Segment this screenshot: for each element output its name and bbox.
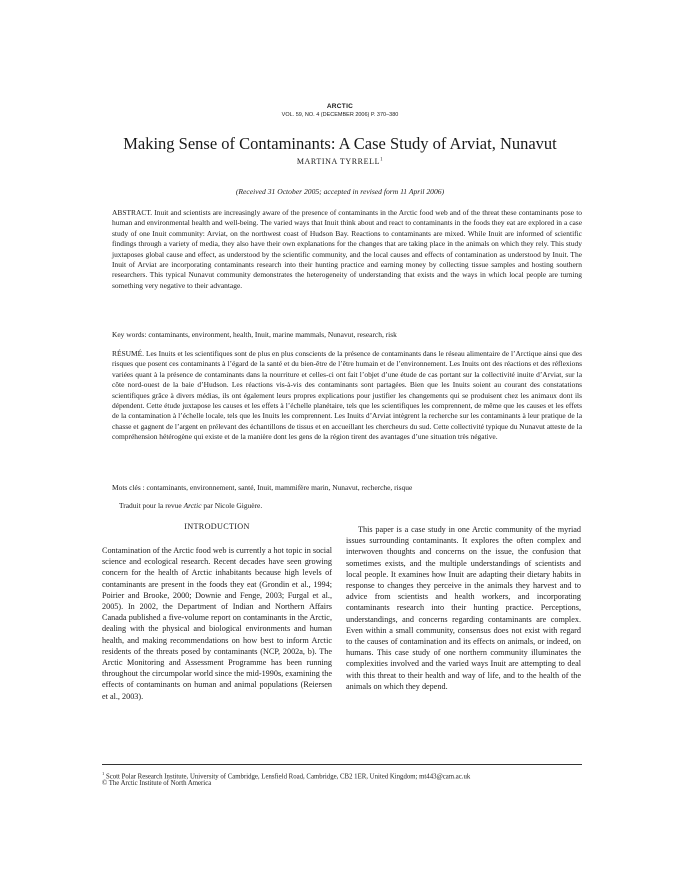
journal-volume: VOL. 59, NO. 4 (DECEMBER 2006) P. 370–380 — [281, 112, 399, 118]
introduction-right-column: This paper is a case study in one Arctic community of the myriad issues surrounding contaminants. It explores the often complex and interwoven thoughts and concerns on the issue, the confusion that sometimes exists, and the multiple understandings of scientists and local people. It examines how Inuit are adapting their dietary habits in response to changes they perceive in the animals they harvest and to advice from scientists and health workers, and incorporating contaminants research into their hunting practice. Perceptions, understandings, and concerns regarding contaminants are complex. Even within a small community, consensus does not exist with regard to the causes of contamination and its effects on animals, or indeed, on humans. This case study of one northern community illuminates the complexities involved and the varied ways Inuit are attempting to deal with this threat to their health and way of life, and to the health of the animals on which they depend. — [346, 525, 581, 691]
keywords-label: Key words: — [112, 330, 147, 339]
affiliation-marker: 1 — [102, 771, 105, 776]
introduction-left-column: Contamination of the Arctic food web is currently a hot topic in social science and ecological research. Recent decades have seen growing concern for the health of Arctic inhabitants because high levels of contaminants are present in the foods they eat (Grondin et al., 1994; Poirier and Brooke, 2000; Downie and Fenge, 2003; Furgal et al., 2005). In 2002, the Department of Indian and Northern Affairs Canada published a five-volume report on contaminants in the Arctic, dealing with the physical and biological environments and human health, and making recommendations on how best to inform Arctic residents of the threats posed by contaminants (NCP, 2002a, b). The Arctic Monitoring and Assessment Programme has been running throughout the circumpolar world since the mid-1990s, examining the effects of contaminants on human and animal populations (Reiersen et al., 2003). — [102, 546, 332, 701]
keywords-text: contaminants, environment, health, Inuit, marine mammals, Nunavut, research, risk — [148, 330, 397, 339]
affiliation-text: Scott Polar Research Institute, University of Cambridge, Lensfield Road, Cambridge, CB2 1ER, United Kingdom; mt443@cam.ac.uk — [105, 773, 471, 781]
resume-text: Les Inuits et les scientifiques sont de plus en plus conscients de la présence de contaminants dans le réseau alimentaire de l’Arctique ainsi que des risques que posent ces contaminants à l’égard de la santé et du bien-être de l’être humain et de l’environnement. Les Inuits ont des réactions et des réflexions variées quant à la présence de contaminants dans la nourriture et celles-ci ont fait l’objet d’une étude de cas portant sur la collectivité inuite d’Arviat, sur la côte nord-ouest de la baie d’Hudson. Les réactions vis-à-vis des contaminants sont partagées. Bien que les Inuits soient au courant des constatations scientifiques grâce à divers médias, ils ont également leurs propres explications pour justifier les changements qui se produisent chez les animaux dont ils dépendent. Cette étude juxtapose les causes et les effets à l’échelle planétaire, tels que les scientifiques les comprennent, de même que les causes et les effets de la contamination à l’échelle locale, tels que les Inuits les comprennent. Les Inuits d’Arviat intègrent la recherche sur les contaminants à leur pratique de la chasse et gagnent de l’argent en prélevant des échantillons de tissus et en accueillant les chercheurs du sud. Cette collectivité typique du Nunavut atteste de la compréhension hétérogène qui existe et de la manière dont les gens de la région tirent des avantages d’une situation très négative. — [112, 349, 582, 442]
resume — [112, 349, 582, 443]
introduction-heading: INTRODUCTION — [184, 522, 250, 531]
abstract-text: Inuit and scientists are increasingly aware of the presence of contaminants in the Arctic food web and of the threat these contaminants pose to human and environmental health and well-being. The varied ways that Inuit think about and react to contaminants in the foods they eat are explored in a case study of one Inuit community: Arviat, on the northwest coast of Hudson Bay. Reactions to contaminants are mixed. While Inuit are informed of scientific findings through a variety of media, they also have their own explanations for the changes that are taking place in the animals on which they rely. This study juxtaposes global cause and effect, as understood by the scientific community, and the local causes and effects of contamination as understood by Inuit. The Inuit of Arviat are incorporating contaminants research into their hunting practice and earning money by collecting tissue samples and hosting southern researchers. This typical Nunavut community demonstrates the heterogeneity of understanding that exists and the ways in which local people are turning something very negative to their advantage. — [112, 208, 583, 290]
resume-label: RÉSUMÉ. — [112, 349, 145, 358]
journal-name: ARCTIC — [326, 103, 354, 110]
mots-cles-text: contaminants, environnement, santé, Inuit, mammifère marin, Nunavut, recherche, risque — [146, 483, 413, 492]
abstract — [112, 208, 582, 291]
footnote-rule — [102, 764, 582, 765]
received-dates: (Received 31 October 2005; accepted in revised form 11 April 2006) — [235, 187, 445, 196]
translation-journal: Arctic — [183, 501, 202, 510]
translation-credit — [119, 501, 262, 510]
mots-cles — [112, 483, 582, 493]
footnote-copyright: © The Arctic Institute of North America — [102, 780, 212, 787]
author-footnote-marker: 1 — [380, 157, 384, 163]
article-title: Making Sense of Contaminants: A Case Study of Arviat, Nunavut — [123, 134, 557, 153]
abstract-label: ABSTRACT. — [112, 208, 153, 217]
translation-prefix: Traduit pour la revue — [119, 501, 182, 510]
mots-cles-label: Mots clés : — [112, 483, 145, 492]
author-name: MARTINA TYRRELL — [296, 157, 381, 166]
keywords — [112, 330, 582, 340]
author — [0, 157, 680, 166]
translation-suffix: par Nicole Giguère. — [203, 501, 263, 510]
